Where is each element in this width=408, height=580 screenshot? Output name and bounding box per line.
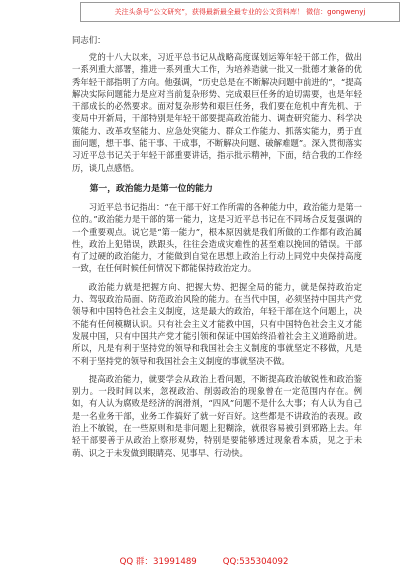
qq-number: QQ:535304092	[222, 557, 289, 567]
intro-paragraph: 党的十八大以来，习近平总书记从战略高度谋划运筹年轻干部工作，做出一系列重大部署，推进一系列重大工作，为培养造就一批又一批德才兼备的优秀年轻干部指明了方向。他强调，“历史总是在不断解决问题中前进的”，“提高解决实际问题能力是应对当前复杂形势、完成艰巨任务的迫切需要，也是年轻干部成长的必然要求。面对复杂形势和艰巨任务，我们要在危机中育先机、于变局中开新局，干部特别是年轻干部要提高政治能力、调查研究能力、科学决策能力、改革攻坚能力、应急处突能力、群众工作能力、抓落实能力，勇于直面问题，想干事、能干事、干成事，不断解决问题、破解难题”。深入贯彻落实习近平总书记关于年轻干部重要讲话，指示批示精神，下面，结合我的工作经历，谈几点感悟。	[72, 52, 362, 173]
promo-banner: 关注头条号“公文研究”，获得最新最全最专业的公文资料库！ 微信：gongwenyj	[80, 2, 400, 22]
greeting: 同志们：	[72, 35, 106, 45]
document-body	[72, 33, 362, 465]
contact-footer	[0, 555, 408, 567]
body-paragraph: 习近平总书记指出：“在干部干好工作所需的各种能力中，政治能力是第一位的。”政治能力是干部的第一能力，这是习近平总书记在不同场合反复强调的一个重要观点。说它是“第一能力”，根本原因就是我们所做的工作都有政治属性，政治上犯错误，跌跟头，往往会造成灾难性的甚至难以挽回的错误。干部有了过硬的政治能力，才能做到自觉在思想上政治上行动上同党中央保持高度一致，在任何时候任何情况下都能保持政治定力。	[72, 201, 362, 274]
qq-group-number: QQ 群：31991489	[119, 557, 197, 567]
body-paragraph: 提高政治能力，就要学会从政治上看问题，不断提高政治敏锐性和政治鉴别力。一段时间以来，忽视政治、削弱政治的现象曾在一定范围内存在。例如，有人认为腐败是经济的润滑剂，“四风”问题不是什么大事；有人认为自己是一名业务干部，业务工作搞好了就一好百好。这些都是不讲政治的表现。政治上不敏锐，在一些原则和是非问题上犯糊涂，就很容易被引到邪路上去。年轻干部要善于从政治上察形观势，特别是要能够透过现象看本质，见之于未萌、识之于未发做到眼睛亮、见事早、行动快。	[72, 373, 362, 458]
section-heading: 第一，政治能力是第一位的能力	[89, 183, 213, 194]
body-paragraph: 政治能力就是把握方向、把握大势、把握全局的能力，就是保持政治定力、驾驭政治局面、防范政治风险的能力。在当代中国，必须坚持中国共产党领导和中国特色社会主义制度，这是最大的政治，年轻干部在这个问题上，决不能有任何模糊认识。只有社会主义才能救中国，只有中国特色社会主义才能发展中国，只有中国共产党才能引领和保证中国始终沿着社会主义道路前进。所以，凡是有利于坚持党的领导和我国社会主义制度的事就坚定不移做，凡是不利于坚持党的领导和我国社会主义制度的事就坚决不做。	[72, 281, 362, 366]
